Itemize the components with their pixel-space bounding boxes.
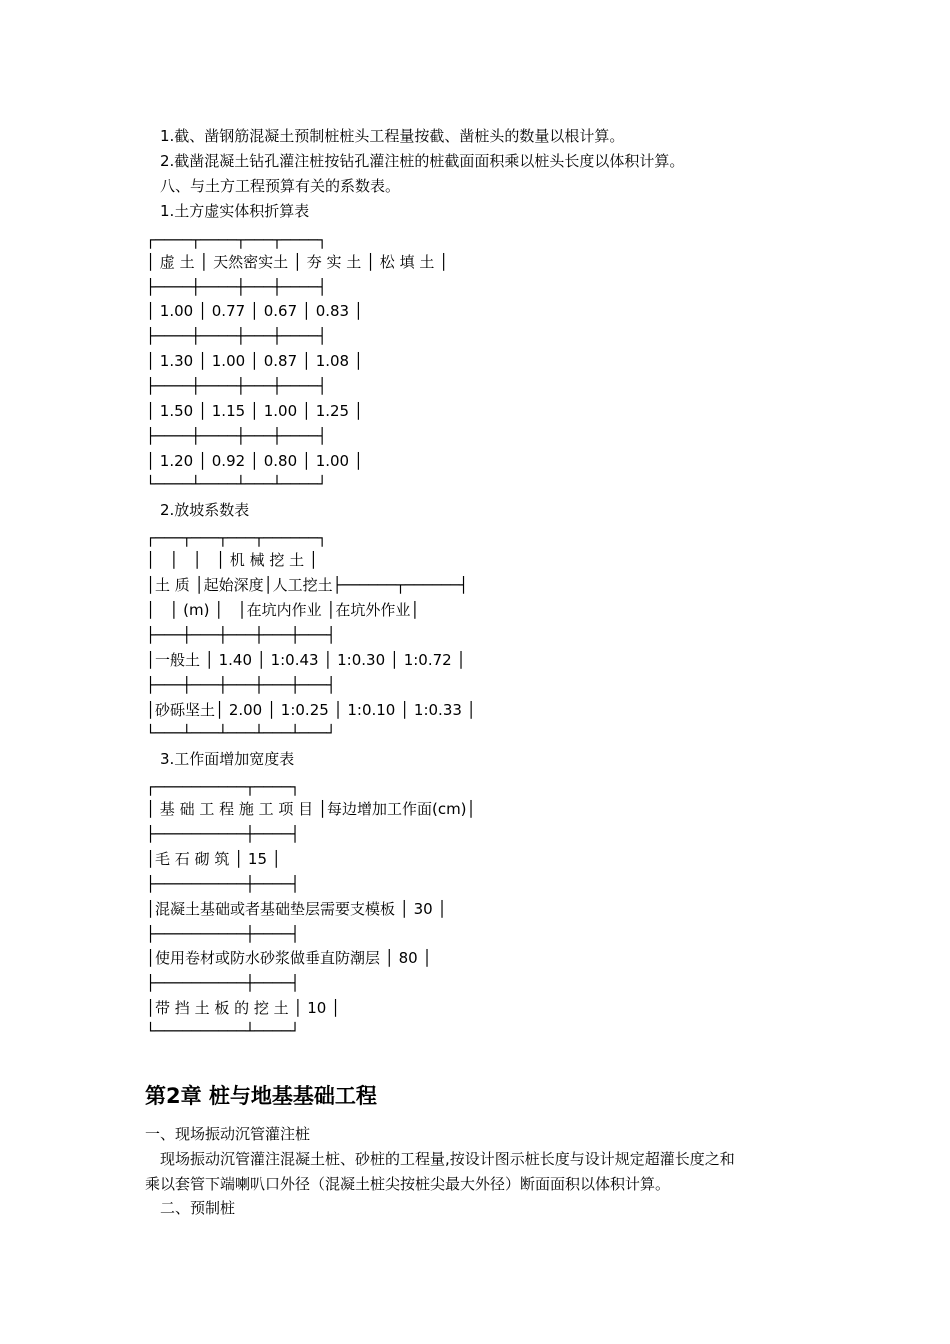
table3-separator: ├──────────┼────┤ xyxy=(146,925,300,943)
section-2-title: 二、预制桩 xyxy=(160,1199,236,1217)
table2-header-row-3: │ │ (m) │ │在坑内作业 │在坑外作业│ xyxy=(146,601,420,619)
table-row: │一般土 │ 1.40 │ 1:0.43 │ 1:0.30 │ 1:0.72 │ xyxy=(146,651,466,669)
table3-bottom-border: └──────────┴────┘ xyxy=(146,1022,300,1040)
chapter-heading: 第2章 桩与地基基础工程 xyxy=(145,1084,377,1108)
table-row: │使用卷材或防水砂浆做垂直防潮层 │ 80 │ xyxy=(146,949,432,967)
table1-separator: ├────┼────┼───┼────┤ xyxy=(146,377,327,395)
intro-line-1: 1.截、凿钢筋混凝土预制桩桩头工程量按截、凿桩头的数量以根计算。 xyxy=(160,127,625,145)
intro-line-3: 八、与土方工程预算有关的系数表。 xyxy=(160,177,401,195)
intro-line-2: 2.截凿混凝土钻孔灌注桩按钻孔灌注桩的桩截面面积乘以桩头长度以体积计算。 xyxy=(160,152,685,170)
table-row: │毛 石 砌 筑 │ 15 │ xyxy=(146,850,281,868)
table-row: │ 1.20 │ 0.92 │ 0.80 │ 1.00 │ xyxy=(146,452,363,470)
table3-separator: ├──────────┼────┤ xyxy=(146,875,300,893)
table1-header-row: │ 虚 土 │ 天然密实土 │ 夯 实 土 │ 松 填 土 │ xyxy=(146,253,449,271)
table1-bottom-border: └────┴────┴───┴────┘ xyxy=(146,475,327,493)
table1-title: 1.土方虚实体积折算表 xyxy=(160,202,310,220)
table2-separator: ├───┼───┼───┼───┼───┤ xyxy=(146,626,336,644)
section-1-paragraph-line-1: 现场振动沉管灌注混凝土桩、砂桩的工程量,按设计图示桩长度与设计规定超灌长度之和 xyxy=(160,1150,735,1168)
table2-header-row-2: │土 质 │起始深度│人工挖土├──────┬──────┤ xyxy=(146,576,469,594)
table-row: │ 1.30 │ 1.00 │ 0.87 │ 1.08 │ xyxy=(146,352,363,370)
table3-title: 3.工作面增加宽度表 xyxy=(160,750,295,768)
table-row: │砂砾坚土│ 2.00 │ 1:0.25 │ 1:0.10 │ 1:0.33 │ xyxy=(146,701,476,719)
table3-header-row: │ 基 础 工 程 施 工 项 目 │每边增加工作面(cm)│ xyxy=(146,800,476,818)
table-row: │带 挡 土 板 的 挖 土 │ 10 │ xyxy=(146,999,341,1017)
table-row: │混凝土基础或者基础垫层需要支模板 │ 30 │ xyxy=(146,900,447,918)
section-1-paragraph-line-2: 乘以套管下端喇叭口外径（混凝土桩尖按桩尖最大外径）断面面积以体积计算。 xyxy=(145,1175,671,1193)
table1-separator: ├────┼────┼───┼────┤ xyxy=(146,427,327,445)
table3-top-border: ┌──────────┬────┐ xyxy=(146,778,300,796)
table2-top-border: ┌───┬───┬───┬──────┐ xyxy=(146,529,327,547)
table-row: │ 1.00 │ 0.77 │ 0.67 │ 0.83 │ xyxy=(146,302,363,320)
table3-separator: ├──────────┼────┤ xyxy=(146,825,300,843)
table3-separator: ├──────────┼────┤ xyxy=(146,974,300,992)
table1-top-border: ┌────┬────┬───┬────┐ xyxy=(146,231,327,249)
table-row: │ 1.50 │ 1.15 │ 1.00 │ 1.25 │ xyxy=(146,402,363,420)
table2-header-row-1: │ │ │ │ 机 械 挖 土 │ xyxy=(146,551,318,569)
section-1-title: 一、现场振动沉管灌注桩 xyxy=(145,1125,311,1143)
table2-title: 2.放坡系数表 xyxy=(160,501,250,519)
table2-separator: ├───┼───┼───┼───┼───┤ xyxy=(146,676,336,694)
table1-separator: ├────┼────┼───┼────┤ xyxy=(146,327,327,345)
table1-separator: ├────┼────┼───┼────┤ xyxy=(146,278,327,296)
table2-bottom-border: └───┴───┴───┴───┴───┘ xyxy=(146,724,336,742)
